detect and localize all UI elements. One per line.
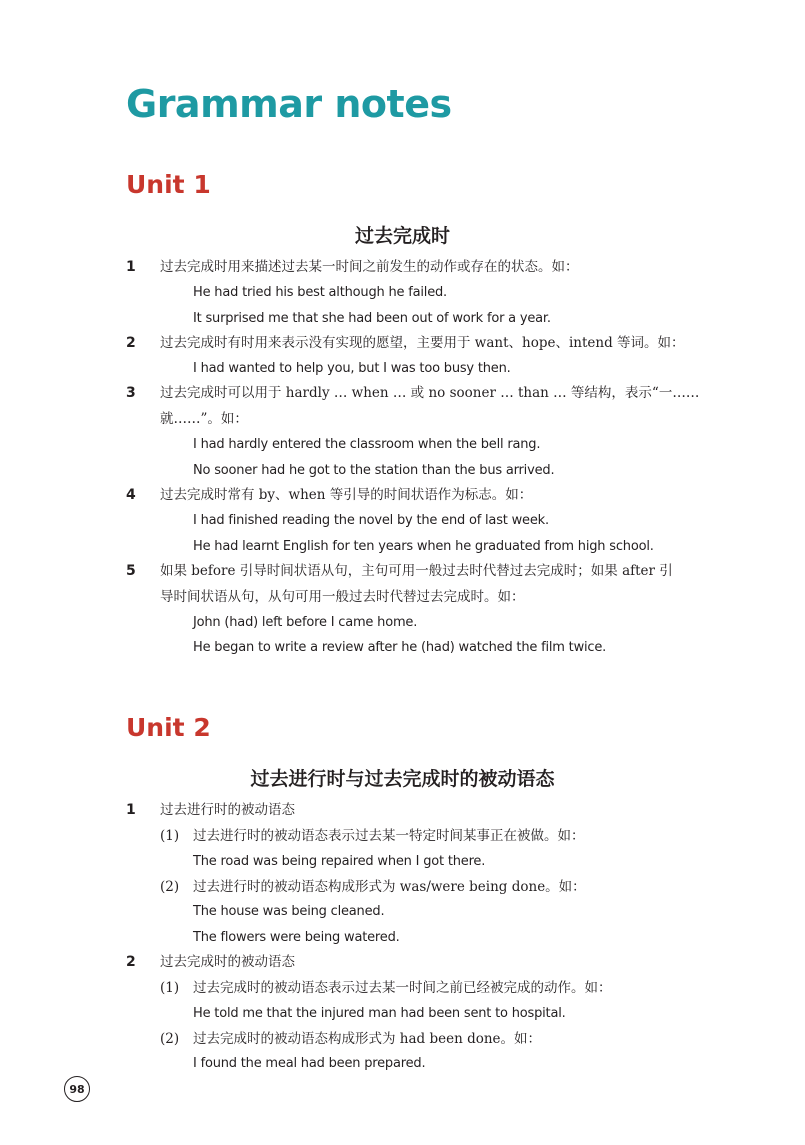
sub-item-number: (2) bbox=[160, 879, 180, 895]
example-sentence: He began to write a review after he (had) watched the film twice. bbox=[193, 640, 607, 655]
rule-text: 就……”。如： bbox=[160, 411, 248, 427]
example-sentence: I had wanted to help you, but I was too busy then. bbox=[193, 361, 511, 376]
item-number: 1 bbox=[126, 802, 136, 818]
sub-item-number: (2) bbox=[160, 1031, 180, 1047]
page-title: Grammar notes bbox=[126, 82, 452, 126]
rule-text: 过去完成时常有 by、when 等引导的时间状语作为标志。如： bbox=[160, 487, 533, 503]
example-sentence: He told me that the injured man had been sent to hospital. bbox=[193, 1006, 566, 1021]
rule-label: 过去完成时的被动语态 bbox=[160, 954, 295, 970]
example-sentence: I had finished reading the novel by the end of last week. bbox=[193, 513, 549, 528]
example-sentence: No sooner had he got to the station than the bus arrived. bbox=[193, 463, 555, 478]
example-sentence: It surprised me that she had been out of work for a year. bbox=[193, 311, 551, 326]
page-number: 98 bbox=[64, 1076, 90, 1102]
example-sentence: The flowers were being watered. bbox=[193, 930, 400, 945]
example-sentence: He had tried his best although he failed. bbox=[193, 285, 447, 300]
example-sentence: He had learnt English for ten years when he graduated from high school. bbox=[193, 539, 654, 554]
rule-text: 过去完成时可以用于 hardly … when … 或 no sooner … than … 等结构，表示“一…… bbox=[160, 385, 700, 401]
rule-text: 过去完成时有时用来表示没有实现的愿望，主要用于 want、hope、intend 等词。如： bbox=[160, 335, 685, 351]
item-number: 3 bbox=[126, 385, 136, 401]
item-number: 1 bbox=[126, 259, 136, 275]
sub-item-number: (1) bbox=[160, 828, 180, 844]
example-sentence: The road was being repaired when I got there. bbox=[193, 854, 486, 869]
example-sentence: The house was being cleaned. bbox=[193, 904, 385, 919]
rule-text: 过去进行时的被动语态构成形式为 was/were being done。如： bbox=[193, 879, 586, 895]
unit-2-section-title: 过去进行时与过去完成时的被动语态 bbox=[250, 768, 555, 790]
rule-text: 过去完成时的被动语态构成形式为 had been done。如： bbox=[193, 1031, 542, 1047]
unit-2-heading: Unit 2 bbox=[126, 713, 211, 742]
rule-text: 过去进行时的被动语态表示过去某一特定时间某事正在被做。如： bbox=[193, 828, 585, 844]
unit-1-section-title: 过去完成时 bbox=[354, 225, 450, 247]
rule-text: 过去完成时的被动语态表示过去某一时间之前已经被完成的动作。如： bbox=[193, 980, 612, 996]
example-sentence: I found the meal had been prepared. bbox=[193, 1056, 426, 1071]
rule-text: 过去完成时用来描述过去某一时间之前发生的动作或存在的状态。如： bbox=[160, 259, 579, 275]
rule-label: 过去进行时的被动语态 bbox=[160, 802, 295, 818]
example-sentence: I had hardly entered the classroom when the bell rang. bbox=[193, 437, 541, 452]
rule-text: 导时间状语从句，从句可用一般过去时代替过去完成时。如： bbox=[160, 589, 525, 605]
example-sentence: John (had) left before I came home. bbox=[193, 615, 418, 630]
item-number: 2 bbox=[126, 954, 136, 970]
rule-text: 如果 before 引导时间状语从句，主句可用一般过去时代替过去完成时；如果 after 引 bbox=[160, 563, 673, 579]
item-number: 5 bbox=[126, 563, 136, 579]
unit-1-heading: Unit 1 bbox=[126, 170, 211, 199]
sub-item-number: (1) bbox=[160, 980, 180, 996]
item-number: 2 bbox=[126, 335, 136, 351]
item-number: 4 bbox=[126, 487, 136, 503]
